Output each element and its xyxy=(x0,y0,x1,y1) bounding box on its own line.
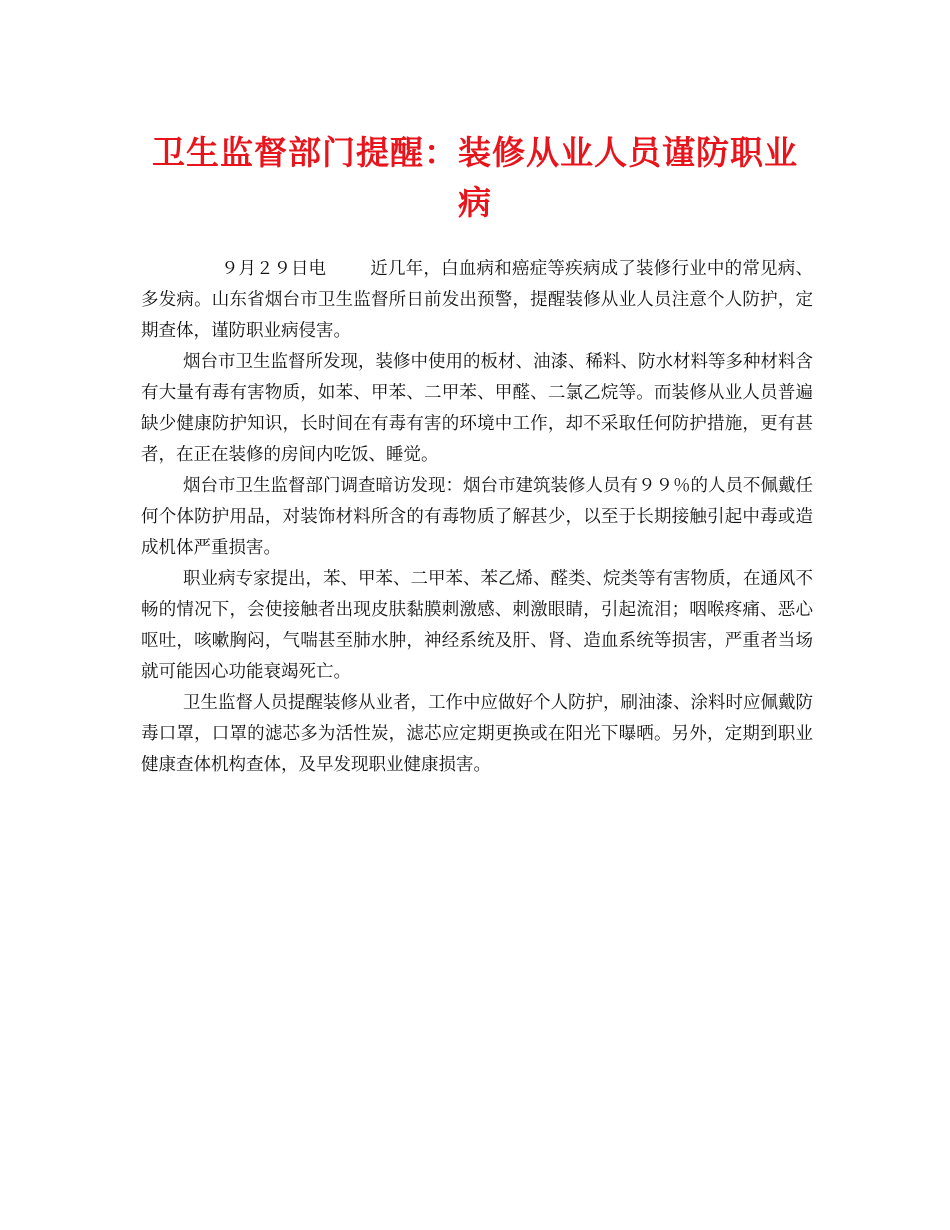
paragraph-4: 职业病专家提出，苯、甲苯、二甲苯、苯乙烯、醛类、烷类等有害物质，在通风不畅的情况下，会使接触者出现皮肤黏膜刺激感、刺激眼睛，引起流泪；咽喉疼痛、恶心呕吐，咳嗽胸闷，气喘甚至肺水肿，神经系统及肝、肾、造血系统等损害，严重者当场就可能因心功能衰竭死亡。 xyxy=(141,569,813,682)
paragraph-3: 烟台市卫生监督部门调查暗访发现：烟台市建筑装修人员有９９％的人员不佩戴任何个体防护用品，对装饰材料所含的有毒物质了解甚少，以至于长期接触引起中毒或造成机体严重损害。 xyxy=(141,476,813,558)
paragraph-1 xyxy=(141,254,813,347)
document-title: 卫生监督部门提醒：装修从业人员谨防职业病 xyxy=(152,133,798,222)
paragraph-5: 卫生监督人员提醒装修从业者，工作中应做好个人防护，刷油漆、涂料时应佩戴防毒口罩，口罩的滤芯多为活性炭，滤芯应定期更换或在阳光下曝晒。另外，定期到职业健康查体机构查体，及早发现职业健康损害。 xyxy=(141,693,813,775)
paragraph-1-text: 近几年，白血病和癌症等疾病成了装修行业中的常见病、多发病。山东省烟台市卫生监督所日前发出预警，提醒装修从业人员注意个人防护，定期查体，谨防职业病侵害。 xyxy=(141,259,813,341)
paragraph-2: 烟台市卫生监督所发现，装修中使用的板材、油漆、稀料、防水材料等多种材料含有大量有毒有害物质，如苯、甲苯、二甲苯、甲醛、二氯乙烷等。而装修从业人员普遍缺少健康防护知识，长时间在有毒有害的环境中工作，却不采取任何防护措施，更有甚者，在正在装修的房间内吃饭、睡觉。 xyxy=(141,352,813,465)
dateline: ９月２９日电 xyxy=(221,259,326,279)
article-body xyxy=(141,254,813,781)
